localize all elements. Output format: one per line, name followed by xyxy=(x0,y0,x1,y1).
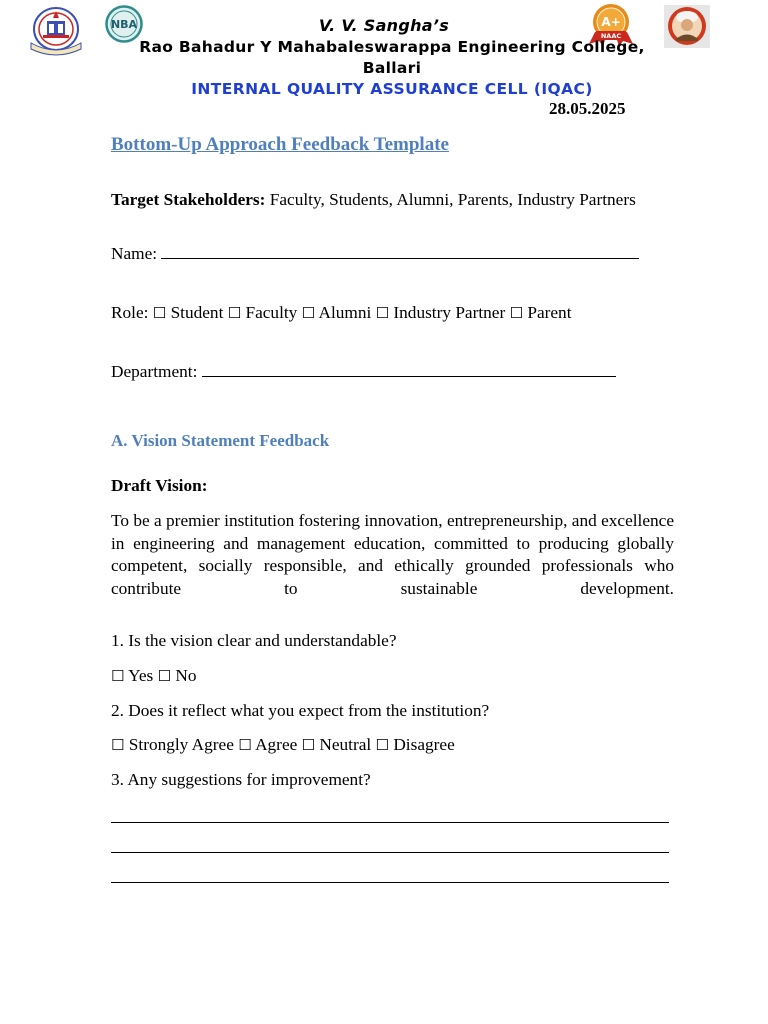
document-date: 28.05.2025 xyxy=(549,99,626,118)
q1-option-yes: Yes xyxy=(128,666,154,685)
role-option-parent: Parent xyxy=(527,303,572,322)
name-label: Name: xyxy=(111,244,158,263)
department-row xyxy=(111,361,674,382)
draft-vision-label: Draft Vision: xyxy=(111,476,208,495)
suggestion-line-1[interactable] xyxy=(111,800,674,830)
q2-checkbox-disagree[interactable]: ☐ xyxy=(375,736,389,754)
name-field[interactable] xyxy=(161,243,639,259)
nba-logo-text: NBA xyxy=(110,18,138,31)
q2-checkbox-strongly-agree[interactable]: ☐ xyxy=(111,736,125,754)
question-2: 2. Does it reflect what you expect from the institution? xyxy=(111,701,490,720)
department-label: Department: xyxy=(111,362,198,381)
question-2-options xyxy=(111,735,674,755)
q2-option-neutral: Neutral xyxy=(319,735,372,754)
role-option-faculty: Faculty xyxy=(245,303,298,322)
suggestion-line-2[interactable] xyxy=(111,830,674,860)
role-row xyxy=(111,303,674,323)
q2-checkbox-agree[interactable]: ☐ xyxy=(238,736,252,754)
name-row xyxy=(111,243,674,264)
role-checkbox-student[interactable]: ☐ xyxy=(152,304,167,322)
target-stakeholders xyxy=(111,190,674,210)
question-1-options xyxy=(111,666,674,686)
role-option-student: Student xyxy=(170,303,224,322)
q2-checkbox-neutral[interactable]: ☐ xyxy=(301,736,316,754)
department-field[interactable] xyxy=(202,361,616,377)
role-label: Role: xyxy=(111,303,149,322)
draft-vision-text: To be a premier institution fostering innovation, entrepreneurship, and excellence in engineering and management education, committed to producing globally competent, socially responsible, and ethically grounded professionals who contribute to sustainable development. xyxy=(111,511,674,599)
naac-grade: A+ xyxy=(601,15,621,29)
role-option-industry-partner: Industry Partner xyxy=(393,303,506,322)
stakeholders-label: Target Stakeholders: xyxy=(111,190,266,209)
role-checkbox-industry-partner[interactable]: ☐ xyxy=(375,304,390,322)
form-title: Bottom-Up Approach Feedback Template xyxy=(111,134,449,155)
trust-name: V. V. Sangha’s xyxy=(318,16,450,35)
suggestion-line-3[interactable] xyxy=(111,860,674,890)
college-name: Rao Bahadur Y Mahabaleswarappa Engineering College, xyxy=(139,38,645,56)
q2-option-strongly-agree: Strongly Agree xyxy=(128,735,234,754)
q1-checkbox-yes[interactable]: ☐ xyxy=(111,667,125,685)
naac-label: NAAC xyxy=(600,32,622,40)
college-city: Ballari xyxy=(362,59,422,77)
role-checkbox-faculty[interactable]: ☐ xyxy=(227,304,242,322)
question-3: 3. Any suggestions for improvement? xyxy=(111,770,371,789)
role-option-alumni: Alumni xyxy=(318,303,372,322)
section-a-heading: A. Vision Statement Feedback xyxy=(111,431,330,450)
q2-option-agree: Agree xyxy=(255,735,298,754)
letterhead xyxy=(0,0,768,125)
stakeholders-value: Faculty, Students, Alumni, Parents, Industry Partners xyxy=(269,190,636,209)
q1-checkbox-no[interactable]: ☐ xyxy=(157,667,172,685)
role-checkbox-parent[interactable]: ☐ xyxy=(509,304,524,322)
q2-option-disagree: Disagree xyxy=(393,735,455,754)
question-1: 1. Is the vision clear and understandable? xyxy=(111,631,397,650)
suggestions-area xyxy=(111,800,674,890)
role-checkbox-alumni[interactable]: ☐ xyxy=(301,304,316,322)
q1-option-no: No xyxy=(175,666,197,685)
iqac-title: INTERNAL QUALITY ASSURANCE CELL (IQAC) xyxy=(191,80,593,98)
